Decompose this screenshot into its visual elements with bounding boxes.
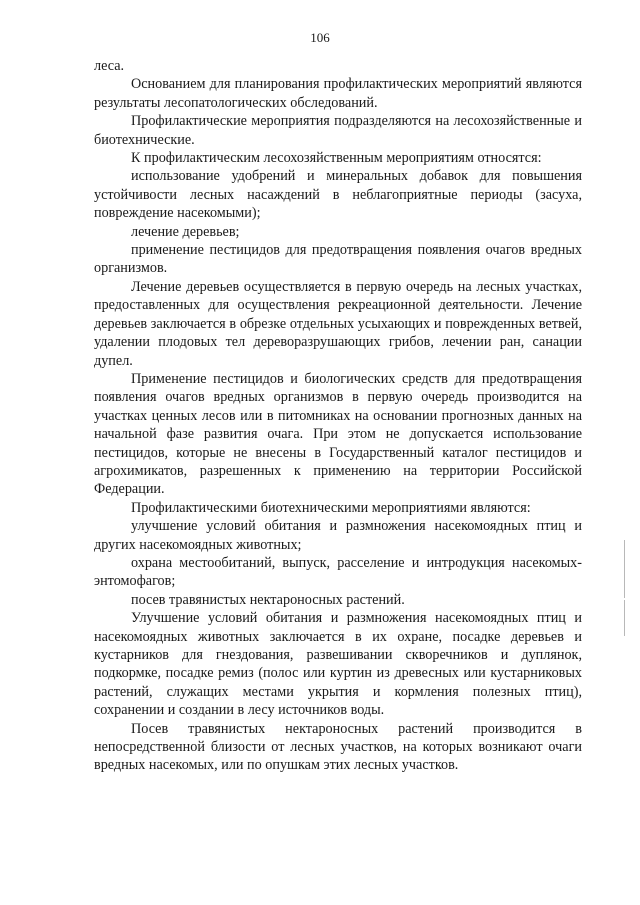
paragraph: Основанием для планирования профилактических мероприятий являются результаты лесопатологических обследований. xyxy=(94,76,582,111)
paragraph: Профилактические мероприятия подразделяются на лесохозяйственные и биотехнические. xyxy=(94,113,582,148)
list-item: лечение деревьев; xyxy=(131,223,240,240)
list-item: улучшение условий обитания и размножения насекомоядных птиц и других насекомоядных животных; xyxy=(94,518,582,553)
list-item: использование удобрений и минеральных добавок для повышения устойчивости лесных насаждений в неблагоприятные периоды (засуха, повреждение насекомыми); xyxy=(94,168,582,222)
page-number: 106 xyxy=(310,30,330,45)
paragraph: Улучшение условий обитания и размножения насекомоядных птиц и насекомоядных животных заключается в их охране, посадке деревьев и кустарников для гнездования, развешивании скворечников и дуплянок, подкормке, посадке ремиз (полос или куртин из древесных или кустарниковых растений, служащих местами укрытия и кормления полезных птиц), сохранении и создании в лесу источников воды. xyxy=(94,610,582,719)
list-item: посев травянистых нектароносных растений. xyxy=(131,591,405,608)
list-item: охрана местообитаний, выпуск, расселение и интродукция насекомых-энтомофагов; xyxy=(94,554,582,590)
paragraph: Посев травянистых нектароносных растений производится в непосредственной близости от лесных участков, на которых возникают очаги вредных насекомых, или по опушкам этих лесных участков. xyxy=(94,720,582,774)
paragraph-continuation: леса. xyxy=(94,58,125,74)
paragraph: Лечение деревьев осуществляется в первую очередь на лесных участках, предоставленных для осуществления рекреационной деятельности. Лечение деревьев заключается в обрезке отдельных усыхающих и поврежденных ветвей, удалении плодовых тел дереворазрушающих грибов, лечении ран, санации дупел. xyxy=(94,278,582,369)
document-body xyxy=(94,57,582,775)
paragraph: К профилактическим лесохозяйственным мероприятиям относятся: xyxy=(131,150,542,167)
margin-scan-mark xyxy=(624,540,625,598)
list-item: применение пестицидов для предотвращения появления очагов вредных организмов. xyxy=(94,242,582,277)
paragraph: Профилактическими биотехническими мероприятиями являются: xyxy=(131,499,531,516)
paragraph: Применение пестицидов и биологических средств для предотвращения появления очагов вредных организмов в первую очередь производится на участках ценных лесов или в питомниках на основании прогнозных данных на начальной фазе развития очага. При этом не допускается использование пестицидов, которые не внесены в Государственный каталог пестицидов и агрохимикатов, разрешенных к применению на территории Российской Федерации. xyxy=(94,370,582,498)
margin-scan-mark xyxy=(624,600,625,636)
